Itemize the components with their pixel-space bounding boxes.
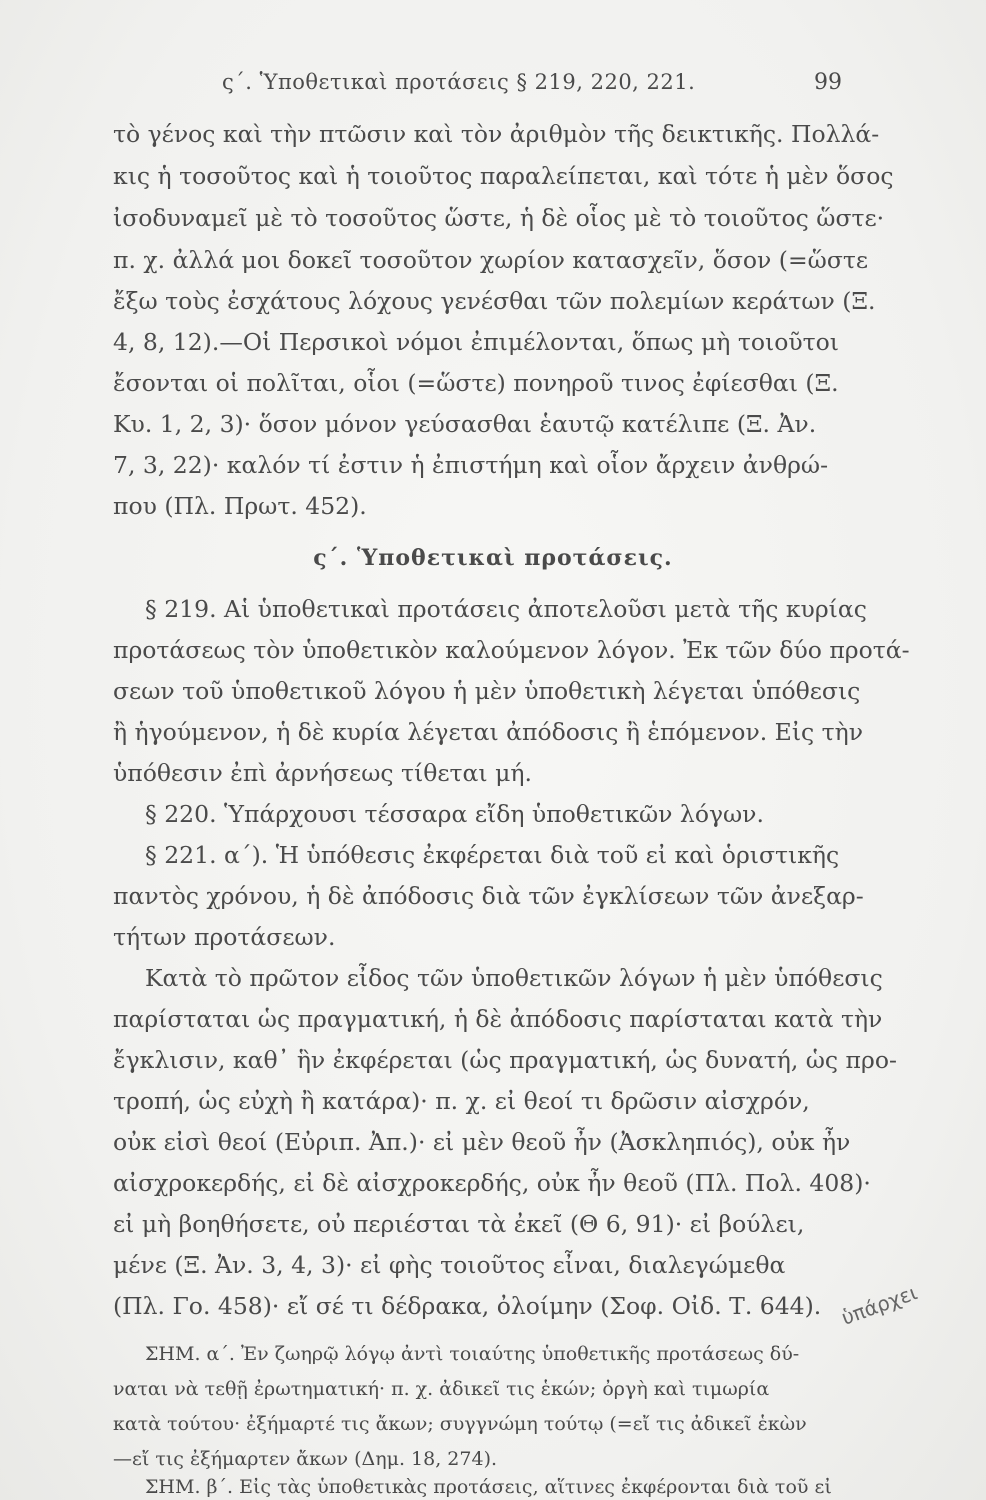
text-line: Κατὰ τὸ πρῶτον εἶδος τῶν ὑποθετικῶν λόγων ἡ μὲν ὑπόθεσις: [145, 964, 883, 992]
text-line: εἰ μὴ βοηθήσετε, οὐ περιέσται τὰ ἐκεῖ (Θ 6, 91)· εἰ βούλει,: [113, 1210, 805, 1238]
text-line: § 220. Ὑπάρχουσι τέσσαρα εἴδη ὑποθετικῶν λόγων.: [145, 800, 764, 828]
text-line: ἔγκλισιν, καθ᾿ ἣν ἐκφέρεται (ὡς πραγματική, ὡς δυνατή, ὡς προ-: [113, 1046, 897, 1074]
text-line: τροπή, ὡς εὐχὴ ἢ κατάρα)· π. χ. εἰ θεοί τι δρῶσιν αἰσχρόν,: [113, 1087, 810, 1115]
text-line: ὑπόθεσιν ἐπὶ ἀρνήσεως τίθεται μή.: [113, 759, 532, 787]
text-line: § 219. Αἱ ὑποθετικαὶ προτάσεις ἀποτελοῦσι μετὰ τῆς κυρίας: [145, 595, 867, 623]
note-line: ΣΗΜ. β΄. Εἰς τὰς ὑποθετικὰς προτάσεις, αἵτινες ἐκφέρονται διὰ τοῦ εἰ: [145, 1476, 832, 1498]
text-line: ἔσονται οἱ πολῖται, οἷοι (=ὥστε) πονηροῦ τινος ἐφίεσθαι (Ξ.: [113, 369, 839, 397]
text-line: § 221. α΄). Ἡ ὑπόθεσις ἐκφέρεται διὰ τοῦ εἰ καὶ ὁριστικῆς: [145, 841, 840, 869]
text-line: αἰσχροκερδής, εἰ δὲ αἰσχροκερδής, οὐκ ἦν θεοῦ (Πλ. Πολ. 408)·: [113, 1169, 871, 1197]
text-line: τὸ γένος καὶ τὴν πτῶσιν καὶ τὸν ἀριθμὸν τῆς δεικτικῆς. Πολλά-: [113, 120, 880, 148]
text-line: παντὸς χρόνου, ἡ δὲ ἀπόδοσις διὰ τῶν ἐγκλίσεων τῶν ἀνεξαρ-: [113, 882, 864, 910]
text-line: ἔξω τοὺς ἐσχάτους λόχους γενέσθαι τῶν πολεμίων κεράτων (Ξ.: [113, 287, 876, 315]
text-line: σεων τοῦ ὑποθετικοῦ λόγου ἡ μὲν ὑποθετικὴ λέγεται ὑπόθεσις: [113, 677, 861, 705]
text-line: Κυ. 1, 2, 3)· ὅσον μόνον γεύσασθαι ἑαυτῷ κατέλιπε (Ξ. Ἀν.: [113, 410, 817, 438]
text-line: (Πλ. Γο. 458)· εἴ σέ τι δέδρακα, ὀλοίμην (Σοφ. Οἰδ. Τ. 644).: [113, 1292, 822, 1320]
page-number: 99: [814, 70, 842, 95]
text-line: ἢ ἡγούμενον, ἡ δὲ κυρία λέγεται ἀπόδοσις ἢ ἑπόμενον. Εἰς τὴν: [113, 718, 864, 746]
handwritten-mark: ὑπάρχει: [838, 1280, 921, 1330]
text-line: οὐκ εἰσὶ θεοί (Εὐριπ. Ἀπ.)· εἰ μὲν θεοῦ ἦν (Ἀσκληπιός), οὐκ ἦν: [113, 1128, 851, 1156]
note-line: ΣΗΜ. α΄. Ἐν ζωηρῷ λόγῳ ἀντὶ τοιαύτης ὑποθετικῆς προτάσεως δύ-: [145, 1343, 800, 1365]
text-line: μένε (Ξ. Ἀν. 3, 4, 3)· εἰ φὴς τοιοῦτος εἶναι, διαλεγώμεθα: [113, 1251, 786, 1279]
running-header: ς΄. Ὑποθετικαὶ προτάσεις § 219, 220, 221.: [222, 70, 696, 94]
text-line: π. χ. ἀλλά μοι δοκεῖ τοσοῦτον χωρίον κατασχεῖν, ὅσον (=ὥστε: [113, 246, 869, 274]
text-line: παρίσταται ὡς πραγματική, ἡ δὲ ἀπόδοσις παρίσταται κατὰ τὴν: [113, 1005, 883, 1033]
text-line: τήτων προτάσεων.: [113, 923, 336, 951]
text-line: ἰσοδυναμεῖ μὲ τὸ τοσοῦτος ὥστε, ἡ δὲ οἷος μὲ τὸ τοιοῦτος ὥστε·: [113, 204, 885, 232]
note-line: κατὰ τούτου· ἐξήμαρτέ τις ἄκων; συγγνώμη τούτῳ (=εἴ τις ἀδικεῖ ἑκὼν: [113, 1413, 807, 1435]
text-line: κις ἡ τοσοῦτος καὶ ἡ τοιοῦτος παραλείπεται, καὶ τότε ἡ μὲν ὅσος: [113, 162, 894, 190]
text-line: προτάσεως τὸν ὑποθετικὸν καλούμενον λόγον. Ἐκ τῶν δύο προτά-: [113, 636, 910, 664]
text-line: 7, 3, 22)· καλόν τί ἐστιν ἡ ἐπιστήμη καὶ οἷον ἄρχειν ἀνθρώ-: [113, 451, 829, 479]
note-line: —εἴ τις ἐξήμαρτεν ἄκων (Δημ. 18, 274).: [113, 1448, 498, 1470]
text-line: που (Πλ. Πρωτ. 452).: [113, 492, 367, 520]
section-title: ς΄. Ὑποθετικαὶ προτάσεις.: [313, 545, 673, 571]
note-line: ναται νὰ τεθῇ ἐρωτηματική· π. χ. ἀδικεῖ τις ἑκών; ὀργὴ καὶ τιμωρία: [113, 1378, 770, 1400]
text-line: 4, 8, 12).—Οἱ Περσικοὶ νόμοι ἐπιμέλονται, ὅπως μὴ τοιοῦτοι: [113, 328, 840, 356]
